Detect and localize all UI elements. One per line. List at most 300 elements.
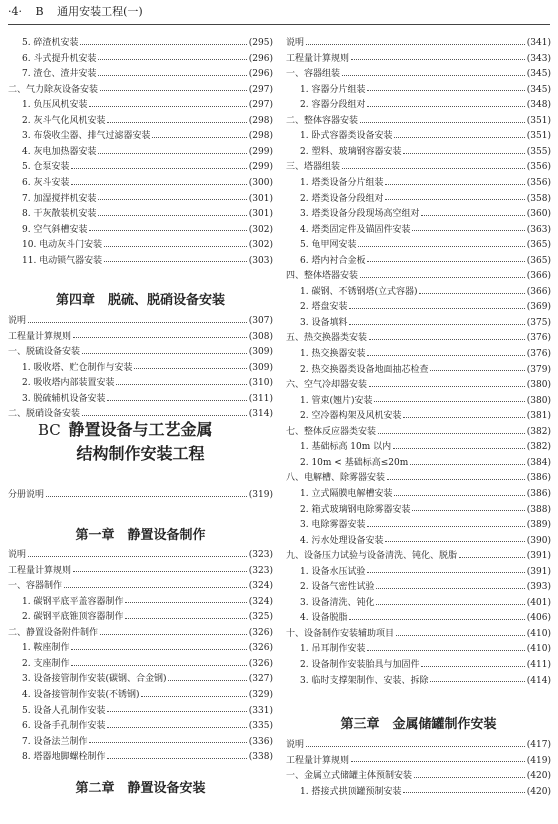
toc-entry-page: (376): [526, 349, 551, 359]
toc-entry[interactable]: [286, 394, 551, 410]
toc-entry[interactable]: [286, 98, 551, 114]
toc-entry-title: 1. 基础标高 10m 以内: [300, 442, 392, 453]
toc-entry[interactable]: [286, 254, 551, 270]
dot-leader: [342, 167, 525, 169]
toc-entry[interactable]: [8, 548, 273, 564]
toc-entry[interactable]: [8, 330, 273, 346]
dot-leader: [414, 776, 525, 778]
toc-entry[interactable]: [8, 735, 273, 751]
toc-entry-page: (311): [248, 393, 273, 404]
toc-entry-page: (358): [526, 193, 551, 204]
toc-entry-title: 二、静置设备附件制作: [8, 627, 99, 638]
toc-entry-title: 4. 设备脱脂: [300, 613, 348, 624]
toc-entry-page: (338): [248, 752, 273, 763]
toc-entry[interactable]: [286, 658, 551, 674]
dot-leader: [367, 260, 524, 262]
toc-entry[interactable]: [286, 596, 551, 612]
toc-entry-title: 二、气力除灰设备安装: [8, 84, 99, 95]
toc-entry[interactable]: [286, 409, 551, 425]
toc-entry-title: 八、电解槽、除雾器安装: [286, 473, 386, 484]
toc-entry[interactable]: [286, 316, 551, 332]
toc-entry-title: 3. 布袋收尘器、排气过滤器安装: [22, 131, 151, 142]
toc-entry-page: (324): [248, 581, 273, 592]
toc-entry[interactable]: [8, 750, 273, 766]
toc-entry-title: 7. 设备法兰制作: [22, 736, 88, 747]
toc-entry-title: 工程量计算规则: [8, 331, 72, 342]
part-heading: [8, 418, 273, 466]
dot-leader: [107, 121, 246, 123]
dot-leader: [82, 414, 247, 416]
toc-entry-title: 工程量计算规则: [286, 53, 350, 64]
toc-entry-page: (360): [526, 209, 551, 220]
toc-entry[interactable]: [8, 98, 273, 114]
toc-entry-page: (355): [526, 146, 551, 157]
toc-entry-page: (336): [248, 736, 273, 747]
dot-leader: [28, 555, 247, 557]
toc-entry-title: 一、容器组装: [286, 69, 341, 80]
toc-entry[interactable]: [286, 363, 551, 379]
toc-entry[interactable]: [8, 657, 273, 673]
toc-entry-title: 十、设备制作安装辅助项目: [286, 628, 395, 639]
toc-entry[interactable]: [8, 83, 273, 99]
toc-entry-title: 六、空气冷却器安装: [286, 380, 368, 391]
toc-entry[interactable]: [8, 488, 273, 504]
toc-entry[interactable]: [286, 114, 551, 130]
toc-entry-title: 1. 设备水压试验: [300, 566, 366, 577]
toc-entry-title: 9. 空气斜槽安装: [22, 224, 88, 235]
toc-entry[interactable]: [286, 565, 551, 581]
toc-entry[interactable]: [8, 176, 273, 192]
dot-leader: [394, 494, 524, 496]
dot-leader: [71, 648, 246, 650]
dot-leader: [369, 385, 525, 387]
toc-entry-page: (326): [248, 658, 273, 669]
dot-leader: [349, 307, 524, 309]
toc-entry[interactable]: [8, 564, 273, 580]
toc-entry-title: 九、设备压力试验与设备清洗、钝化、脱脂: [286, 551, 458, 562]
toc-entry-title: 1. 碳钢、不锈钢塔(立式容器): [300, 286, 418, 297]
toc-entry-title: 四、整体塔器安装: [286, 271, 359, 282]
toc-entry[interactable]: [286, 192, 551, 208]
toc-entry[interactable]: [8, 579, 273, 595]
dot-leader: [403, 791, 524, 793]
dot-leader: [421, 665, 524, 667]
toc-entry[interactable]: [8, 672, 273, 688]
dot-leader: [430, 680, 524, 682]
toc-entry-page: (326): [248, 643, 273, 654]
toc-entry-title: 3. 设备接管制作安装(碳钢、合金钢): [22, 674, 167, 685]
toc-entry[interactable]: [286, 611, 551, 627]
dot-leader: [342, 74, 525, 76]
dot-leader: [374, 400, 524, 402]
toc-entry-page: (351): [526, 115, 551, 126]
toc-entry[interactable]: [8, 392, 273, 408]
toc-entry[interactable]: [286, 285, 551, 301]
dot-leader: [46, 495, 247, 497]
dot-leader: [412, 509, 524, 511]
toc-entry[interactable]: [8, 704, 273, 720]
toc-entry-title: 6. 塔内衬合金板: [300, 255, 366, 266]
toc-entry-page: (345): [526, 69, 551, 80]
toc-entry-page: (393): [526, 582, 551, 593]
toc-entry-page: (386): [526, 488, 551, 499]
toc-entry-page: (410): [526, 628, 551, 639]
toc-entry-title: 三、塔器组装: [286, 162, 341, 173]
dot-leader: [367, 571, 524, 573]
toc-entry-title: 1. 容器分片组装: [300, 84, 366, 95]
toc-entry-title: 2. 箱式玻璃钢电除雾器安装: [300, 504, 411, 515]
toc-entry-title: 一、容器制作: [8, 581, 63, 592]
toc-entry-title: 2. 热交换器类设备地面抽芯检查: [300, 364, 429, 375]
page-header: [8, 2, 550, 25]
toc-entry[interactable]: [286, 487, 551, 503]
toc-entry-page: (296): [248, 53, 273, 64]
toc-entry-page: (391): [526, 566, 551, 577]
dot-leader: [98, 198, 246, 200]
toc-entry-page: (325): [248, 612, 273, 623]
dot-leader: [82, 352, 247, 354]
toc-entry[interactable]: [8, 145, 273, 161]
toc-entry[interactable]: [286, 471, 551, 487]
dot-leader: [306, 745, 525, 747]
dot-leader: [104, 260, 247, 262]
toc-entry-title: 1. 卧式容器类设备安装: [300, 131, 393, 142]
toc-entry[interactable]: [8, 129, 273, 145]
toc-entry-title: 2. 灰斗气化风机安装: [22, 115, 106, 126]
toc-entry[interactable]: [8, 67, 273, 83]
toc-entry-page: (302): [248, 240, 273, 251]
toc-entry-title: 工程量计算规则: [8, 565, 72, 576]
toc-entry-title: 2. 设备制作安装胎具与加固件: [300, 660, 420, 670]
toc-entry-page: (335): [248, 721, 273, 732]
dot-leader: [351, 760, 525, 762]
toc-entry-title: 说明: [286, 740, 305, 750]
toc-entry[interactable]: [286, 503, 551, 519]
toc-entry[interactable]: [286, 627, 551, 643]
dot-leader: [134, 367, 246, 369]
toc-entry[interactable]: [286, 36, 551, 52]
toc-entry-page: (401): [526, 597, 551, 608]
toc-entry-page: (366): [526, 286, 551, 297]
dot-leader: [349, 618, 524, 620]
toc-entry-title: 说明: [8, 316, 27, 326]
toc-entry[interactable]: [286, 425, 551, 441]
dot-leader: [89, 105, 246, 107]
dot-leader: [385, 198, 524, 200]
toc-entry-page: (351): [526, 131, 551, 142]
toc-entry-title: 1. 负压风机安装: [22, 100, 88, 111]
toc-entry[interactable]: [8, 207, 273, 223]
toc-entry-title: 2. 10m < 基础标高≤20m: [300, 457, 409, 468]
toc-entry-page: (379): [526, 364, 551, 375]
toc-entry-title: 工程量计算规则: [286, 755, 350, 766]
dot-leader: [98, 214, 246, 216]
toc-entry[interactable]: [286, 300, 551, 316]
toc-entry-title: 2. 塔盘安装: [300, 302, 348, 313]
toc-entry-title: 1. 碳钢平底平盖容器制作: [22, 596, 124, 607]
toc-entry-title: 3. 设备清洗、钝化: [300, 597, 375, 608]
toc-entry[interactable]: [286, 347, 551, 363]
toc-entry-page: (323): [248, 565, 273, 576]
toc-entry-title: 2. 设备气密性试验: [300, 582, 375, 593]
toc-entry-title: 1. 吸收塔、贮仓制作与安装: [22, 362, 133, 373]
toc-entry[interactable]: [286, 785, 551, 801]
toc-entry[interactable]: [286, 549, 551, 565]
toc-entry-title: 2. 容器分段组对: [300, 100, 366, 111]
dot-leader: [367, 649, 524, 651]
toc-entry-title: 分册说明: [8, 490, 45, 500]
toc-entry-page: (308): [248, 331, 273, 342]
chapter-3-heading: 第三章 金属储罐制作安装: [340, 717, 497, 732]
toc-entry-page: (375): [526, 317, 551, 328]
toc-entry[interactable]: [8, 223, 273, 239]
toc-entry-page: (411): [526, 660, 551, 670]
toc-entry-page: (299): [248, 146, 273, 157]
toc-entry-page: (326): [248, 627, 273, 638]
toc-entry-title: 二、整体容器安装: [286, 115, 359, 126]
toc-entry-page: (419): [526, 755, 551, 766]
toc-entry-page: (319): [248, 490, 273, 500]
toc-entry[interactable]: [286, 83, 551, 99]
toc-entry-title: 4. 灰电加热器安装: [22, 146, 97, 157]
toc-entry-page: (298): [248, 131, 273, 142]
toc-entry-page: (300): [248, 177, 273, 188]
dot-leader: [64, 586, 247, 588]
toc-entry-title: 七、整体反应器类安装: [286, 426, 377, 437]
toc-entry-page: (302): [248, 224, 273, 235]
toc-entry-title: 6. 灰斗安装: [22, 177, 70, 188]
dot-leader: [141, 695, 246, 697]
toc-entry-title: 6. 设备手孔制作安装: [22, 721, 106, 732]
toc-entry-title: 1. 搭接式拱顶罐预制安装: [300, 786, 402, 797]
toc-entry[interactable]: [8, 376, 273, 392]
toc-entry[interactable]: [286, 642, 551, 658]
toc-entry-page: (365): [526, 240, 551, 251]
toc-entry-title: 4. 设备接管制作安装(不锈钢): [22, 689, 140, 700]
toc-entry-page: (376): [526, 333, 551, 344]
toc-entry-title: 3. 脱硫辅机设备安装: [22, 393, 106, 404]
toc-entry[interactable]: [286, 223, 551, 239]
chapter-1-heading: 第一章 静置设备制作: [75, 528, 206, 543]
toc-entry[interactable]: [286, 674, 551, 690]
toc-entry-title: 2. 吸收塔内部装置安装: [22, 378, 115, 389]
dot-leader: [360, 121, 525, 123]
dot-leader: [349, 323, 524, 325]
toc-entry-page: (380): [526, 380, 551, 391]
toc-entry[interactable]: [286, 52, 551, 68]
toc-entry[interactable]: [286, 580, 551, 596]
toc-entry[interactable]: [286, 207, 551, 223]
toc-entry-title: 2. 支座制作: [22, 658, 70, 669]
toc-entry[interactable]: [286, 176, 551, 192]
dot-leader: [100, 89, 247, 91]
toc-entry-page: (341): [526, 38, 551, 48]
toc-entry[interactable]: [286, 331, 551, 347]
toc-entry-title: 10. 电动灰斗门安装: [22, 240, 103, 251]
toc-entry[interactable]: [286, 67, 551, 83]
toc-entry-title: 一、脱硫设备安装: [8, 347, 81, 358]
toc-entry-page: (390): [526, 535, 551, 546]
toc-entry[interactable]: [8, 345, 273, 361]
dot-leader: [306, 43, 525, 45]
toc-entry[interactable]: [8, 254, 273, 270]
dot-leader: [369, 338, 525, 340]
toc-entry[interactable]: [8, 160, 273, 176]
toc-entry-title: 2. 空冷器构架及风机安装: [300, 411, 402, 422]
toc-entry-page: (295): [248, 38, 273, 48]
toc-entry-title: 3. 塔类设备分段现场高空组对: [300, 209, 420, 220]
dot-leader: [125, 601, 246, 603]
dot-leader: [430, 369, 524, 371]
toc-entry-page: (301): [248, 193, 273, 204]
toc-entry-title: 说明: [286, 38, 305, 48]
dot-leader: [385, 183, 524, 185]
toc-entry-page: (388): [526, 504, 551, 515]
dot-leader: [71, 167, 246, 169]
part-title-line-2: 结构制作安装工程: [76, 444, 205, 463]
toc-entry-page: (386): [526, 473, 551, 484]
toc-entry[interactable]: [286, 769, 551, 785]
dot-leader: [394, 136, 524, 138]
toc-entry-page: (297): [248, 100, 273, 111]
toc-entry[interactable]: [286, 129, 551, 145]
toc-entry-page: (301): [248, 209, 273, 220]
toc-entry-page: (382): [526, 442, 551, 453]
toc-entry[interactable]: [8, 595, 273, 611]
toc-entry-title: 3. 电除雾器安装: [300, 520, 366, 531]
dot-leader: [351, 58, 525, 60]
toc-entry-page: (363): [526, 224, 551, 235]
toc-entry-title: 8. 干灰散装机安装: [22, 209, 97, 220]
toc-entry[interactable]: [8, 36, 273, 52]
dot-leader: [73, 336, 247, 338]
dot-leader: [89, 741, 246, 743]
toc-entry[interactable]: [286, 518, 551, 534]
toc-entry-page: (331): [248, 705, 273, 716]
toc-entry[interactable]: [286, 145, 551, 161]
toc-entry-page: (343): [526, 53, 551, 64]
toc-entry-page: (384): [526, 457, 551, 468]
toc-entry[interactable]: [8, 719, 273, 735]
toc-entry-page: (420): [526, 771, 551, 782]
toc-entry[interactable]: [286, 456, 551, 472]
dot-leader: [98, 74, 246, 76]
toc-entry-title: 1. 塔类设备分片组装: [300, 177, 384, 188]
toc-entry-page: (324): [248, 596, 273, 607]
part-code: B: [35, 5, 44, 18]
dot-leader: [459, 556, 525, 558]
chapter-4-heading: 第四章 脱硫、脱硝设备安装: [55, 293, 225, 308]
toc-entry[interactable]: [8, 626, 273, 642]
dot-leader: [80, 43, 246, 45]
toc-entry-page: (299): [248, 162, 273, 173]
toc-entry-page: (297): [248, 84, 273, 95]
toc-entry-page: (381): [526, 411, 551, 422]
toc-entry-page: (410): [526, 644, 551, 655]
toc-entry[interactable]: [8, 114, 273, 130]
toc-entry[interactable]: [286, 534, 551, 550]
toc-entry-page: (329): [248, 689, 273, 700]
toc-entry[interactable]: [286, 754, 551, 770]
toc-entry-page: (391): [526, 551, 551, 562]
toc-entry[interactable]: [8, 688, 273, 704]
dot-leader: [89, 229, 246, 231]
dot-leader: [28, 321, 247, 323]
toc-entry[interactable]: [286, 160, 551, 176]
part-title-line-1: 静置设备与工艺金属: [68, 420, 213, 439]
dot-leader: [116, 383, 246, 385]
dot-leader: [367, 105, 524, 107]
dot-leader: [358, 245, 524, 247]
toc-entry-page: (380): [526, 395, 551, 406]
toc-entry-title: 4. 塔类固定件及锚固件安装: [300, 224, 411, 235]
toc-entry-title: 6. 斗式提升机安装: [22, 53, 97, 64]
toc-entry-title: 3. 临时支撑架制作、安装、拆除: [300, 675, 429, 686]
toc-entry-title: 1. 鞍座制作: [22, 643, 70, 654]
dot-leader: [125, 617, 246, 619]
dot-leader: [168, 679, 246, 681]
toc-entry-page: (310): [248, 378, 273, 389]
toc-entry-title: 5. 仓泵安装: [22, 162, 70, 173]
dot-leader: [367, 89, 524, 91]
toc-entry-page: (369): [526, 302, 551, 313]
toc-entry-title: 1. 吊耳制作安装: [300, 644, 366, 655]
toc-entry-title: 8. 塔器地脚螺栓制作: [22, 752, 106, 763]
toc-entry-page: (298): [248, 115, 273, 126]
dot-leader: [393, 447, 525, 449]
toc-entry[interactable]: [286, 440, 551, 456]
toc-entry[interactable]: [8, 52, 273, 68]
toc-entry[interactable]: [286, 378, 551, 394]
dot-leader: [71, 664, 246, 666]
dot-leader: [376, 603, 524, 605]
toc-entry[interactable]: [286, 238, 551, 254]
toc-entry-page: (417): [526, 740, 551, 750]
dot-leader: [98, 58, 246, 60]
book-title: 通用安装工程(一): [57, 5, 143, 18]
toc-entry[interactable]: [8, 610, 273, 626]
toc-entry-title: 1. 热交换器安装: [300, 349, 366, 359]
toc-entry[interactable]: [8, 192, 273, 208]
toc-entry-title: 二、脱硝设备安装: [8, 409, 81, 420]
toc-entry[interactable]: [8, 238, 273, 254]
toc-entry-page: (314): [248, 409, 273, 420]
toc-entry-title: 11. 电动锁气器安装: [22, 255, 103, 266]
chapter-2-heading: 第二章 静置设备安装: [75, 781, 206, 796]
dot-leader: [378, 432, 525, 434]
toc-entry-title: 7. 渣仓、渣井安装: [22, 69, 97, 80]
toc-entry[interactable]: [286, 269, 551, 285]
dot-leader: [367, 525, 524, 527]
toc-entry-title: 7. 加湿搅拌机安装: [22, 193, 97, 204]
toc-entry-title: 2. 塔类设备分段组对: [300, 193, 384, 204]
dot-leader: [107, 399, 246, 401]
dot-leader: [410, 463, 525, 465]
toc-entry[interactable]: [8, 641, 273, 657]
dot-leader: [73, 570, 247, 572]
dot-leader: [403, 152, 524, 154]
toc-entry[interactable]: [8, 314, 273, 330]
dot-leader: [107, 757, 246, 759]
toc-entry-page: (366): [526, 271, 551, 282]
toc-entry-title: 说明: [8, 550, 27, 560]
dot-leader: [419, 292, 524, 294]
toc-entry-page: (348): [526, 100, 551, 111]
toc-entry[interactable]: [8, 361, 273, 377]
toc-entry-page: (414): [526, 675, 551, 686]
toc-entry-page: (356): [526, 162, 551, 173]
toc-entry[interactable]: [286, 738, 551, 754]
